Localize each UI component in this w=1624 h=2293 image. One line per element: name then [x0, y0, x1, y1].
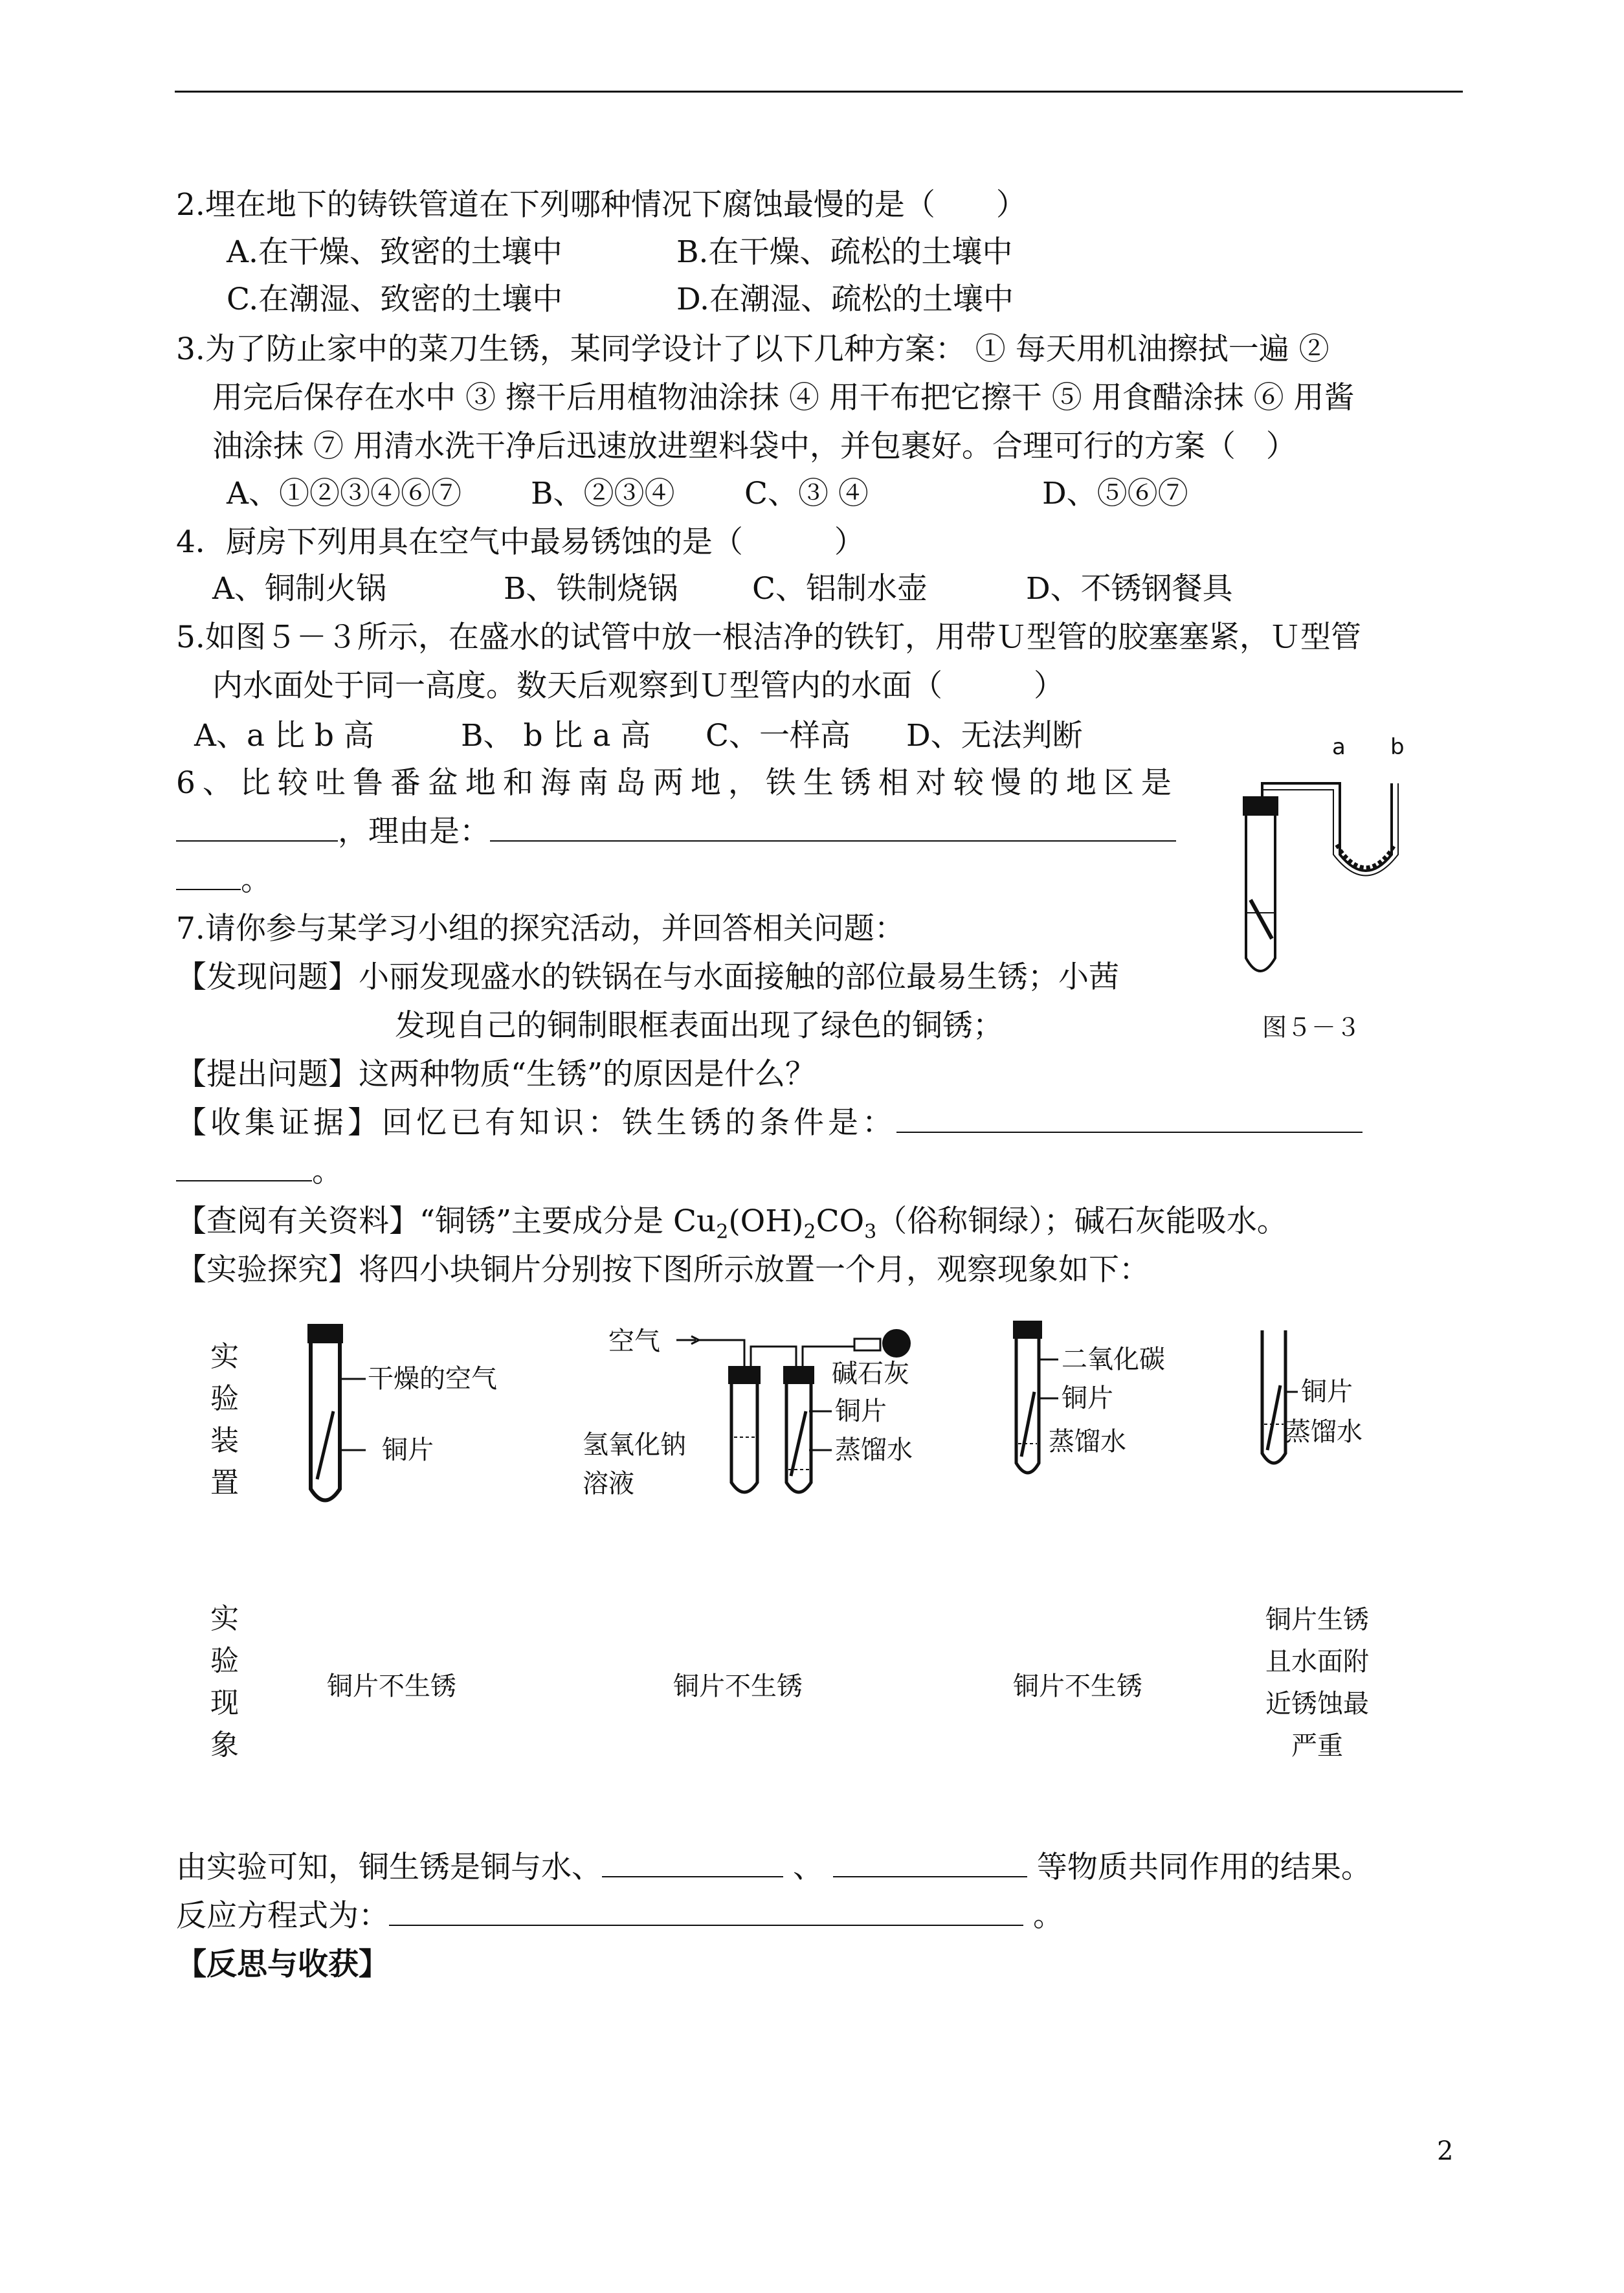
svg-text:装: 装 [210, 1424, 239, 1457]
svg-text:铜片生锈: 铜片生锈 [1265, 1605, 1369, 1635]
q6-reason-blank-cont[interactable] [176, 863, 241, 890]
header-rule [175, 91, 1463, 93]
fig53-label-b: b [1390, 734, 1405, 760]
formula-sub-1: 2 [716, 1220, 729, 1244]
copper-sheet [317, 1411, 333, 1479]
tube1-copper-label: 铜片 [382, 1435, 434, 1465]
apparatus-tube-1 [307, 1324, 497, 1501]
q3-line-1: 3.为了防止家中的菜刀生锈，某同学设计了以下几种方案： ① 每天用机油擦拭一遍 ② [176, 331, 1329, 367]
q6-reason-blank[interactable] [490, 814, 1176, 842]
q5-line-2: 内水面处于同一高度。数天后观察到Ｕ型管内的水面（ ） [212, 668, 1064, 704]
consult-text-post: （俗称铜绿）；碱石灰能吸水。 [876, 1203, 1287, 1239]
formula-sub-3: 3 [864, 1220, 877, 1244]
q2-option-d: D.在潮湿、疏松的土壤中 [676, 282, 1014, 317]
tube2-water-label: 蒸馏水 [835, 1435, 913, 1465]
exp-text: 将四小块铜片分别按下图所示放置一个月，观察现象如下： [359, 1252, 1150, 1288]
consult-tag: 【查阅有关资料】 [176, 1203, 419, 1239]
consult-text-pre: “铜锈”主要成分是 Cu [419, 1203, 717, 1239]
q5-option-d: D、无法判断 [906, 718, 1083, 754]
q3-line-2: 用完后保存在水中 ③ 擦干后用植物油涂抹 ④ 用干布把它擦干 ⑤ 用食醋涂抹 ⑥ 用酱 [212, 380, 1355, 416]
tube3-copper-label: 铜片 [1062, 1383, 1113, 1413]
q4-option-d: D、不锈钢餐具 [1026, 571, 1233, 607]
row-label-phenomena [210, 1602, 239, 1762]
svg-text:实: 实 [210, 1340, 239, 1373]
q2-stem: 2.埋在地下的铸铁管道在下列哪种情况下腐蚀最慢的是（ ） [176, 187, 1027, 223]
q7-find-line-2: 发现自己的铜制眼框表面出现了绿色的铜锈； [395, 1008, 1003, 1044]
naoh-label-2: 溶液 [583, 1469, 634, 1499]
formula-co: CO [816, 1203, 865, 1239]
formula-oh: (OH) [728, 1203, 804, 1239]
q7-ask-line [176, 1055, 816, 1094]
reactant-blank-1[interactable] [602, 1850, 783, 1877]
formula-sub-2: 2 [803, 1220, 816, 1244]
q3-option-c: C、③ ④ [744, 476, 869, 511]
iron-nail [1251, 900, 1272, 939]
q6-reason-label: ，理由是： [338, 814, 490, 849]
q7-collect-line [176, 1104, 1363, 1143]
q6-end: 。 [241, 862, 271, 898]
q2-option-a: A.在干燥、致密的土壤中 [227, 234, 562, 270]
dry-air-label: 干燥的空气 [368, 1364, 497, 1394]
result-tube-2: 铜片不生锈 [673, 1672, 803, 1701]
copper-sheet [1021, 1392, 1034, 1457]
svg-text:置: 置 [210, 1466, 239, 1499]
q5-line-1: 5.如图５－３所示，在盛水的试管中放一根洁净的铁钉，用带Ｕ型管的胶塞塞紧，Ｕ型管 [176, 620, 1361, 655]
apparatus-tube-3 [1013, 1321, 1165, 1473]
test-tube [1246, 816, 1275, 971]
q3-option-b: B、②③④ [531, 476, 675, 511]
svg-text:验: 验 [210, 1382, 239, 1415]
iron-rust-condition-blank[interactable] [896, 1106, 1363, 1133]
svg-text:严重: 严重 [1291, 1731, 1343, 1761]
conclusion-sep: 、 [792, 1850, 823, 1885]
svg-text:近锈蚀最: 近锈蚀最 [1265, 1689, 1369, 1719]
q3-option-d: D、⑤⑥⑦ [1042, 476, 1188, 511]
naoh-label-1: 氢氧化钠 [583, 1430, 686, 1460]
q7-consult-line [176, 1202, 1287, 1251]
tube2-copper-label: 铜片 [835, 1396, 887, 1426]
find-text-1: 小丽发现盛水的铁锅在与水面接触的部位最易生锈；小茜 [359, 959, 1119, 995]
equation-label: 反应方程式为： [176, 1898, 389, 1934]
q2-option-c: C.在潮湿、致密的土壤中 [227, 282, 563, 317]
q3-line-3: 油涂抹 ⑦ 用清水洗干净后迅速放进塑料袋中，并包裹好。合理可行的方案（ ） [212, 429, 1296, 464]
apparatus-tube-4 [1262, 1330, 1363, 1463]
co2-label: 二氧化碳 [1062, 1345, 1165, 1374]
result-tube-4 [1265, 1605, 1369, 1761]
figure-caption: 图５－３ [1262, 1013, 1361, 1042]
collect-text: 回忆已有知识：铁生锈的条件是： [382, 1105, 896, 1141]
tube4-copper-label: 铜片 [1301, 1377, 1353, 1407]
q4-stem: 4．厨房下列用具在空气中最易锈蚀的是（ ） [176, 524, 865, 560]
u-tube-outer [1262, 783, 1392, 871]
conclusion-pre: 由实验可知，铜生锈是铜与水、 [176, 1850, 602, 1885]
q7-exp-line [176, 1251, 1150, 1290]
conclusion-post: 等物质共同作用的结果。 [1036, 1850, 1372, 1885]
rubber-stopper [1243, 796, 1278, 816]
q3-option-a: A、①②③④⑥⑦ [227, 476, 462, 511]
figure-5-3 [1217, 725, 1424, 1049]
soda-lime-label: 碱石灰 [832, 1359, 909, 1389]
q6-line-3 [176, 861, 271, 900]
q6-answer-region-blank[interactable] [176, 814, 338, 842]
fig53-label-a: a [1332, 734, 1346, 760]
page-number: 2 [1437, 2136, 1454, 2166]
q4-option-c: C、铝制水壶 [752, 571, 928, 607]
result-tube-3: 铜片不生锈 [1013, 1672, 1142, 1701]
svg-text:现: 现 [210, 1686, 239, 1719]
row-label-apparatus [210, 1340, 239, 1499]
find-tag: 【发现问题】 [176, 959, 359, 995]
conclusion-line-1 [176, 1848, 1372, 1887]
q5-option-a: A、a 比 b 高 [194, 718, 374, 754]
q7-intro: 7.请你参与某学习小组的探究活动，并回答相关问题： [176, 911, 905, 946]
q5-option-b: B、 b 比 a 高 [461, 718, 651, 754]
collect-tag: 【收集证据】 [176, 1105, 382, 1141]
svg-text:验: 验 [210, 1644, 239, 1677]
q6-line-1: 6、比较吐鲁番盆地和海南岛两地，铁生锈相对较慢的地区是 [176, 765, 1179, 801]
q7-collect-line-2 [176, 1152, 342, 1191]
svg-text:实: 实 [210, 1602, 239, 1635]
conclusion-line-2 [176, 1897, 1063, 1936]
exp-tag: 【实验探究】 [176, 1252, 359, 1288]
equation-blank[interactable] [389, 1899, 1023, 1926]
experiment-figure [194, 1321, 1476, 1813]
svg-text:象: 象 [210, 1728, 239, 1762]
iron-rust-condition-blank-cont[interactable] [176, 1154, 312, 1181]
copper-sheet [791, 1411, 806, 1476]
tube3-water-label: 蒸馏水 [1049, 1427, 1126, 1457]
collect-end: 。 [312, 1154, 342, 1189]
apparatus-tube-2 [583, 1326, 913, 1499]
q6-line-2 [176, 812, 1176, 851]
reactant-blank-2[interactable] [833, 1850, 1027, 1877]
q4-option-b: B、铁制烧锅 [504, 571, 678, 607]
ask-text: 这两种物质“生锈”的原因是什么？ [359, 1057, 816, 1092]
u-tube-water [1337, 845, 1395, 867]
svg-text:且水面附: 且水面附 [1265, 1647, 1369, 1677]
q5-option-c: C、一样高 [706, 718, 851, 754]
q4-option-a: A、铜制火锅 [212, 571, 386, 607]
q7-find-line-1 [176, 958, 1119, 997]
ask-tag: 【提出问题】 [176, 1057, 359, 1092]
q2-option-b: B.在干燥、疏松的土壤中 [676, 234, 1013, 270]
reflect-heading: 【反思与收获】 [176, 1947, 389, 1982]
result-tube-1: 铜片不生锈 [327, 1672, 456, 1701]
equation-end: 。 [1032, 1898, 1063, 1934]
copper-sheet [1267, 1385, 1280, 1450]
air-label: 空气 [608, 1326, 660, 1356]
tube4-water-label: 蒸馏水 [1285, 1417, 1363, 1447]
